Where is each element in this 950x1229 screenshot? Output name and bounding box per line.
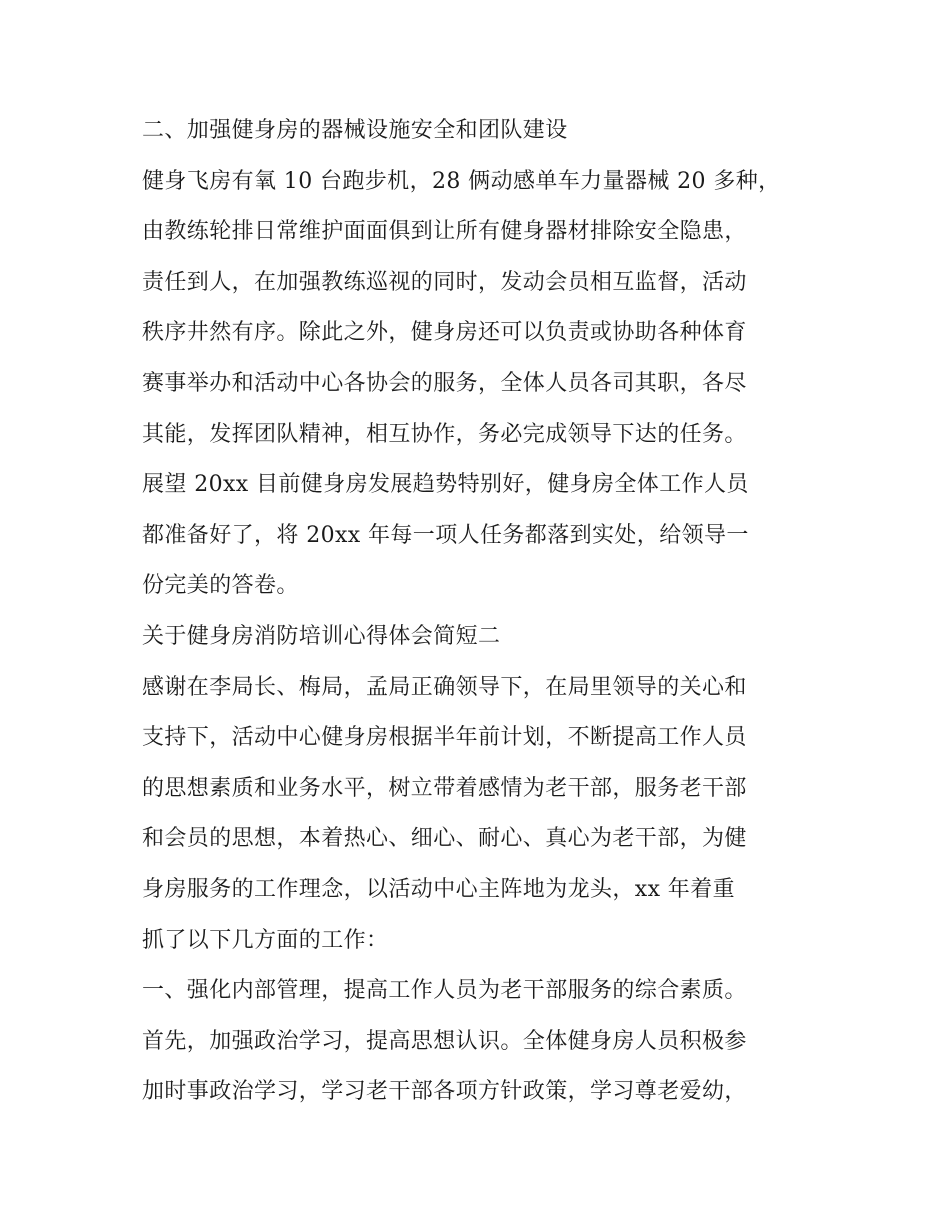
paragraph-line: 健身飞房有氧 10 台跑步机，28 俩动感单车力量器械 20 多种， (142, 168, 781, 194)
paragraph-line: 由教练轮排日常维护面面俱到让所有健身器材排除安全隐患， (142, 219, 747, 245)
section-heading: 一、强化内部管理，提高工作人员为老干部服务的综合素质。 (142, 978, 747, 1004)
paragraph-line: 赛事举办和活动中心各协会的服务，全体人员各司其职，各尽 (142, 370, 747, 396)
paragraph-line: 的思想素质和业务水平，树立带着感情为老干部，服务老干部 (142, 775, 747, 801)
paragraph-line: 份完美的答卷。 (142, 573, 299, 599)
paragraph-line: 首先，加强政治学习，提高思想认识。全体健身房人员积极参 (142, 1028, 747, 1054)
document-body (142, 106, 822, 1118)
section-heading: 二、加强健身房的器械设施安全和团队建设 (142, 118, 568, 143)
paragraph-line: 抓了以下几方面的工作： (142, 927, 389, 953)
paragraph-line: 展望 20xx 目前健身房发展趋势特别好，健身房全体工作人员 (142, 472, 749, 498)
paragraph-line: 秩序井然有序。除此之外，健身房还可以负责或协助各种体育 (142, 320, 747, 346)
paragraph-line: 加时事政治学习，学习老干部各项方针政策，学习尊老爱幼， (142, 1079, 747, 1105)
paragraph-line: 和会员的思想，本着热心、细心、耐心、真心为老干部，为健 (142, 826, 747, 852)
paragraph-line: 其能，发挥团队精神，相互协作，务必完成领导下达的任务。 (142, 421, 747, 447)
paragraph-line: 支持下，活动中心健身房根据半年前计划，不断提高工作人员 (142, 725, 747, 751)
paragraph-line: 身房服务的工作理念，以活动中心主阵地为龙头，xx 年着重 (142, 876, 736, 902)
article-title: 关于健身房消防培训心得体会简短二 (142, 623, 501, 649)
paragraph-line: 都准备好了，将 20xx 年每一项人任务都落到实处，给领导一 (142, 522, 749, 548)
paragraph-line: 责任到人，在加强教练巡视的同时，发动会员相互监督，活动 (142, 269, 747, 295)
paragraph-line: 感谢在李局长、梅局，孟局正确领导下，在局里领导的关心和 (142, 674, 747, 700)
